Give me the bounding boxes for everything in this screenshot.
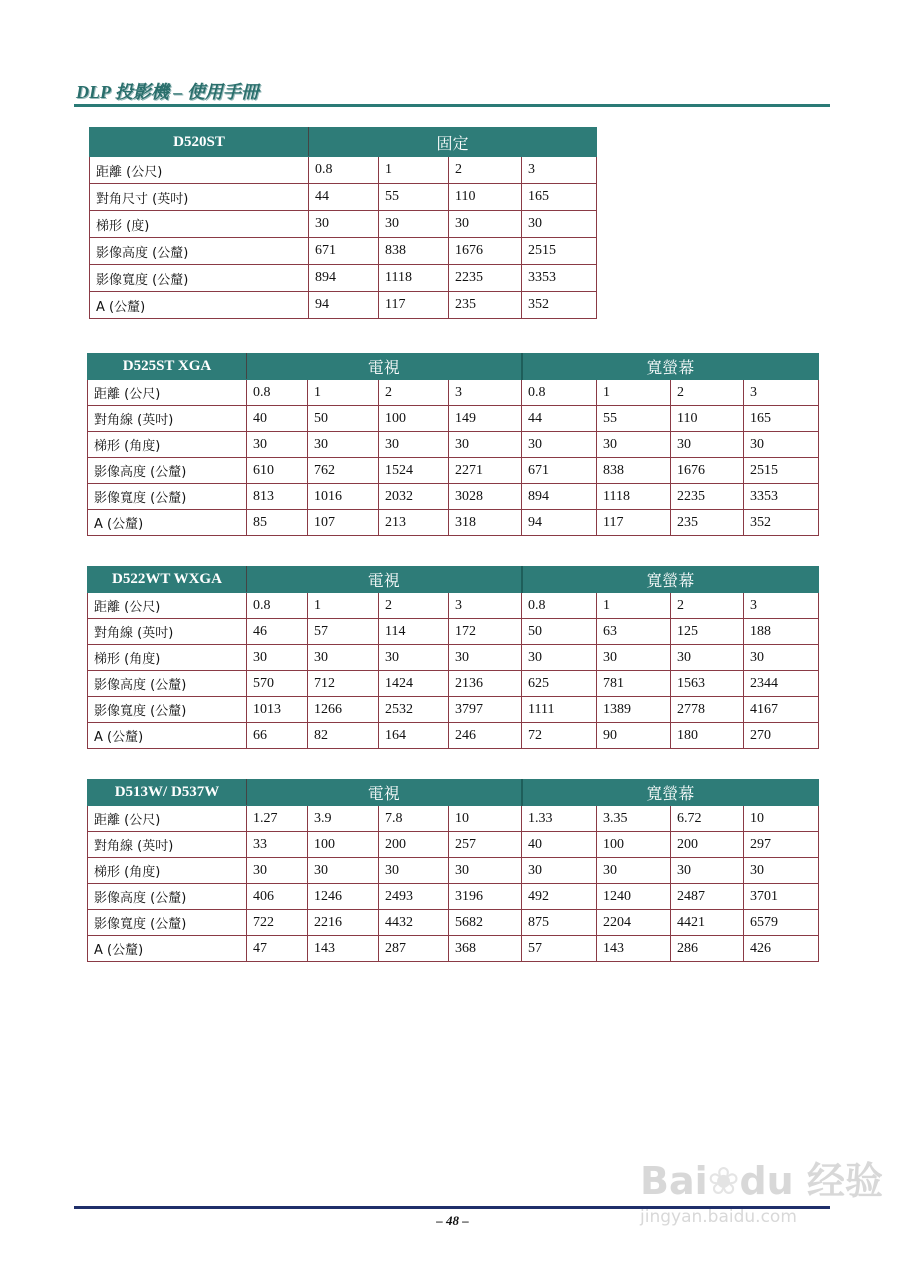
table-cell: 30 (522, 432, 597, 458)
table-row (90, 157, 597, 184)
table-cell: 1111 (522, 697, 597, 723)
table-cell: 143 (308, 936, 379, 962)
table-cell: 40 (247, 406, 308, 432)
table-cell: 50 (308, 406, 379, 432)
row-label: 影像寬度 (公釐) (88, 697, 247, 723)
screen-mode-header: 電視 (247, 780, 522, 806)
table-cell: 3 (449, 380, 522, 406)
projection-table-d513w-d537w (87, 779, 819, 962)
row-label: 影像寬度 (公釐) (88, 484, 247, 510)
table-cell: 6.72 (671, 806, 744, 832)
document-header-title: DLP 投影機 – 使用手冊 (76, 82, 259, 102)
table-cell: 44 (522, 406, 597, 432)
table-row (90, 238, 597, 265)
row-label: 影像寬度 (公釐) (90, 265, 309, 292)
table-cell: 213 (379, 510, 449, 536)
table-cell: 1118 (379, 265, 449, 292)
table-cell: 30 (522, 858, 597, 884)
table-cell: 3196 (449, 884, 522, 910)
table-cell: 30 (597, 858, 671, 884)
table-cell: 0.8 (247, 593, 308, 619)
table-cell: 94 (309, 292, 379, 319)
table-cell: 0.8 (247, 380, 308, 406)
table-row (88, 936, 819, 962)
table-cell: 235 (671, 510, 744, 536)
table-cell: 3 (744, 380, 819, 406)
table-cell: 110 (671, 406, 744, 432)
table-cell: 50 (522, 619, 597, 645)
table-cell: 30 (247, 432, 308, 458)
table-cell: 0.8 (522, 593, 597, 619)
table-cell: 1.27 (247, 806, 308, 832)
table-cell: 426 (744, 936, 819, 962)
table-cell: 3 (744, 593, 819, 619)
table-cell: 5682 (449, 910, 522, 936)
table-cell: 270 (744, 723, 819, 749)
table-header-row (88, 354, 819, 380)
table-cell: 125 (671, 619, 744, 645)
table-cell: 30 (671, 858, 744, 884)
table-cell: 1563 (671, 671, 744, 697)
table-cell: 6579 (744, 910, 819, 936)
table-cell: 838 (379, 238, 449, 265)
table-cell: 30 (379, 858, 449, 884)
table-cell: 712 (308, 671, 379, 697)
table-cell: 2 (449, 157, 522, 184)
table-cell: 257 (449, 832, 522, 858)
table-row (88, 380, 819, 406)
table-cell: 30 (522, 645, 597, 671)
table-cell: 297 (744, 832, 819, 858)
table-cell: 30 (308, 432, 379, 458)
table-cell: 3 (449, 593, 522, 619)
table-row (88, 832, 819, 858)
table-cell: 117 (379, 292, 449, 319)
table-cell: 762 (308, 458, 379, 484)
table-cell: 2515 (522, 238, 597, 265)
table-row (88, 806, 819, 832)
table-header-row (88, 567, 819, 593)
table-row (88, 645, 819, 671)
projection-table-d522wt (87, 566, 819, 749)
table-cell: 1.33 (522, 806, 597, 832)
table-cell: 165 (744, 406, 819, 432)
table-cell: 46 (247, 619, 308, 645)
screen-mode-header: 電視 (247, 354, 522, 380)
table-cell: 30 (449, 432, 522, 458)
table-cell: 3797 (449, 697, 522, 723)
table-cell: 85 (247, 510, 308, 536)
row-label: A (公釐) (88, 936, 247, 962)
table-cell: 94 (522, 510, 597, 536)
table-cell: 82 (308, 723, 379, 749)
table-cell: 30 (379, 211, 449, 238)
table-cell: 30 (247, 645, 308, 671)
table-cell: 1676 (671, 458, 744, 484)
table-cell: 30 (744, 645, 819, 671)
table-row (90, 184, 597, 211)
table-cell: 1389 (597, 697, 671, 723)
table-row (88, 910, 819, 936)
table-cell: 165 (522, 184, 597, 211)
screen-mode-header: 寬螢幕 (522, 780, 819, 806)
table-cell: 2 (379, 380, 449, 406)
table-cell: 100 (597, 832, 671, 858)
table-cell: 875 (522, 910, 597, 936)
table-cell: 0.8 (522, 380, 597, 406)
table-cell: 55 (379, 184, 449, 211)
table-cell: 4421 (671, 910, 744, 936)
table-cell: 2 (671, 380, 744, 406)
table-cell: 114 (379, 619, 449, 645)
table-row (88, 858, 819, 884)
table-cell: 1524 (379, 458, 449, 484)
table-cell: 406 (247, 884, 308, 910)
table-cell: 30 (449, 211, 522, 238)
table-cell: 1118 (597, 484, 671, 510)
screen-mode-header: 固定 (309, 128, 597, 157)
table-cell: 813 (247, 484, 308, 510)
row-label: 距離 (公尺) (88, 806, 247, 832)
projection-table-d525st (87, 353, 819, 536)
table-cell: 352 (522, 292, 597, 319)
row-label: 對角線 (英吋) (88, 619, 247, 645)
table-cell: 2136 (449, 671, 522, 697)
table-cell: 1 (597, 380, 671, 406)
screen-mode-header: 電視 (247, 567, 522, 593)
table-cell: 117 (597, 510, 671, 536)
table-cell: 40 (522, 832, 597, 858)
table-cell: 30 (597, 645, 671, 671)
table-cell: 1266 (308, 697, 379, 723)
row-label: 影像高度 (公釐) (88, 884, 247, 910)
table-cell: 63 (597, 619, 671, 645)
table-cell: 47 (247, 936, 308, 962)
table-cell: 30 (744, 432, 819, 458)
table-cell: 2271 (449, 458, 522, 484)
table-header-row (90, 128, 597, 157)
table-cell: 30 (379, 432, 449, 458)
table-header-row (88, 780, 819, 806)
table-cell: 0.8 (309, 157, 379, 184)
table-cell: 722 (247, 910, 308, 936)
model-name: D520ST (90, 128, 309, 157)
screen-mode-header: 寬螢幕 (522, 567, 819, 593)
table-cell: 30 (308, 858, 379, 884)
row-label: A (公釐) (90, 292, 309, 319)
table-cell: 2344 (744, 671, 819, 697)
table-cell: 1013 (247, 697, 308, 723)
table-cell: 30 (247, 858, 308, 884)
table-cell: 164 (379, 723, 449, 749)
table-cell: 30 (379, 645, 449, 671)
table-cell: 625 (522, 671, 597, 697)
table-cell: 30 (308, 645, 379, 671)
table-row (88, 484, 819, 510)
table-cell: 3 (522, 157, 597, 184)
table-cell: 66 (247, 723, 308, 749)
table-cell: 3353 (522, 265, 597, 292)
table-cell: 671 (522, 458, 597, 484)
table-cell: 3353 (744, 484, 819, 510)
table-row (88, 619, 819, 645)
table-cell: 3028 (449, 484, 522, 510)
table-cell: 55 (597, 406, 671, 432)
table-cell: 610 (247, 458, 308, 484)
model-name: D513W/ D537W (88, 780, 247, 806)
table-cell: 1016 (308, 484, 379, 510)
row-label: A (公釐) (88, 723, 247, 749)
table-cell: 2216 (308, 910, 379, 936)
row-label: 梯形 (角度) (88, 645, 247, 671)
table-cell: 188 (744, 619, 819, 645)
table-cell: 3.35 (597, 806, 671, 832)
table-row (90, 292, 597, 319)
row-label: 對角尺寸 (英吋) (90, 184, 309, 211)
table-cell: 1424 (379, 671, 449, 697)
table-cell: 1 (308, 593, 379, 619)
table-cell: 838 (597, 458, 671, 484)
table-row (88, 884, 819, 910)
table-cell: 30 (449, 858, 522, 884)
table-cell: 172 (449, 619, 522, 645)
table-cell: 2235 (449, 265, 522, 292)
table-cell: 180 (671, 723, 744, 749)
table-cell: 30 (671, 645, 744, 671)
row-label: 影像寬度 (公釐) (88, 910, 247, 936)
page-number: – 48 – (436, 1213, 469, 1228)
table-cell: 30 (449, 645, 522, 671)
table-cell: 287 (379, 936, 449, 962)
table-cell: 30 (522, 211, 597, 238)
model-name: D525ST XGA (88, 354, 247, 380)
table-cell: 781 (597, 671, 671, 697)
table-cell: 2532 (379, 697, 449, 723)
table-cell: 2515 (744, 458, 819, 484)
table-cell: 4167 (744, 697, 819, 723)
table-cell: 72 (522, 723, 597, 749)
table-row (88, 406, 819, 432)
table-cell: 570 (247, 671, 308, 697)
table-cell: 100 (308, 832, 379, 858)
table-cell: 368 (449, 936, 522, 962)
table-cell: 894 (309, 265, 379, 292)
table-cell: 894 (522, 484, 597, 510)
table-cell: 1240 (597, 884, 671, 910)
table-cell: 2778 (671, 697, 744, 723)
table-cell: 4432 (379, 910, 449, 936)
table-cell: 1246 (308, 884, 379, 910)
row-label: 梯形 (度) (90, 211, 309, 238)
table-cell: 492 (522, 884, 597, 910)
table-row (88, 671, 819, 697)
table-cell: 33 (247, 832, 308, 858)
screen-mode-header: 寬螢幕 (522, 354, 819, 380)
row-label: A (公釐) (88, 510, 247, 536)
table-cell: 286 (671, 936, 744, 962)
table-cell: 2 (379, 593, 449, 619)
table-row (88, 723, 819, 749)
table-cell: 2235 (671, 484, 744, 510)
table-cell: 2032 (379, 484, 449, 510)
table-cell: 2204 (597, 910, 671, 936)
table-row (88, 510, 819, 536)
table-row (88, 697, 819, 723)
row-label: 距離 (公尺) (88, 593, 247, 619)
table-cell: 110 (449, 184, 522, 211)
table-cell: 1 (597, 593, 671, 619)
table-cell: 30 (744, 858, 819, 884)
table-row (88, 593, 819, 619)
table-cell: 10 (449, 806, 522, 832)
row-label: 影像高度 (公釐) (90, 238, 309, 265)
table-row (88, 432, 819, 458)
table-cell: 235 (449, 292, 522, 319)
table-cell: 200 (379, 832, 449, 858)
table-cell: 2487 (671, 884, 744, 910)
model-name: D522WT WXGA (88, 567, 247, 593)
table-row (88, 458, 819, 484)
table-cell: 57 (308, 619, 379, 645)
row-label: 距離 (公尺) (90, 157, 309, 184)
table-cell: 2493 (379, 884, 449, 910)
table-cell: 7.8 (379, 806, 449, 832)
projection-table-d520st (89, 127, 597, 319)
header-divider (74, 104, 830, 107)
table-cell: 57 (522, 936, 597, 962)
table-cell: 1 (379, 157, 449, 184)
table-cell: 100 (379, 406, 449, 432)
table-row (90, 211, 597, 238)
table-cell: 30 (671, 432, 744, 458)
row-label: 影像高度 (公釐) (88, 458, 247, 484)
table-cell: 44 (309, 184, 379, 211)
table-cell: 149 (449, 406, 522, 432)
table-cell: 3.9 (308, 806, 379, 832)
row-label: 距離 (公尺) (88, 380, 247, 406)
table-cell: 90 (597, 723, 671, 749)
table-cell: 2 (671, 593, 744, 619)
table-cell: 246 (449, 723, 522, 749)
table-cell: 671 (309, 238, 379, 265)
table-cell: 1676 (449, 238, 522, 265)
table-cell: 30 (309, 211, 379, 238)
table-cell: 143 (597, 936, 671, 962)
table-cell: 107 (308, 510, 379, 536)
table-row (90, 265, 597, 292)
table-cell: 318 (449, 510, 522, 536)
table-cell: 3701 (744, 884, 819, 910)
row-label: 影像高度 (公釐) (88, 671, 247, 697)
baidu-watermark: Bai❀du 经验 jingyan.baidu.com (640, 1159, 883, 1227)
row-label: 對角線 (英吋) (88, 406, 247, 432)
row-label: 對角線 (英吋) (88, 832, 247, 858)
table-cell: 200 (671, 832, 744, 858)
table-cell: 352 (744, 510, 819, 536)
row-label: 梯形 (角度) (88, 858, 247, 884)
table-cell: 30 (597, 432, 671, 458)
table-cell: 10 (744, 806, 819, 832)
row-label: 梯形 (角度) (88, 432, 247, 458)
table-cell: 1 (308, 380, 379, 406)
